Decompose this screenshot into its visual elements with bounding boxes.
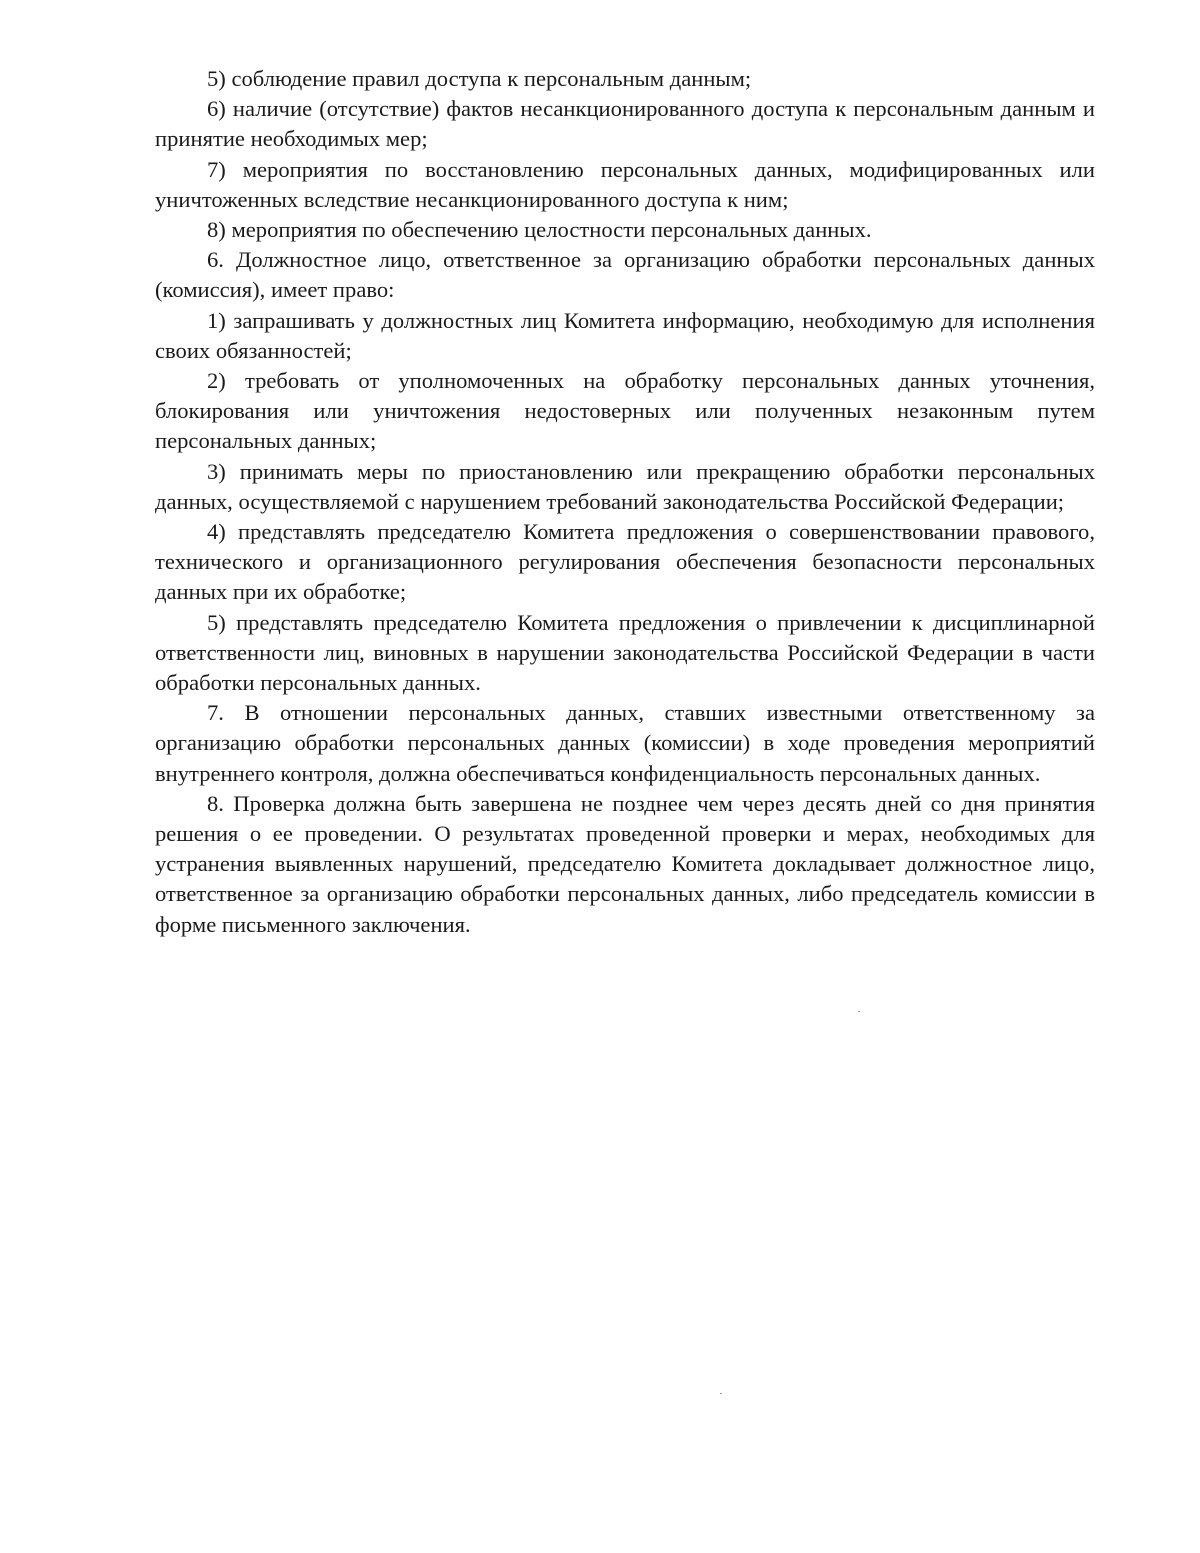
scan-speck [720,1393,722,1394]
scan-speck [858,1011,860,1012]
paragraph-section-7: 7. В отношении персональных данных, ставших известными ответственному за организацию обработки персональных данных (комиссии) в ходе проведения мероприятий внутреннего контроля, должна обеспечиваться конфиденциальность персональных данных. [155,700,1095,786]
document-body [155,64,1095,940]
paragraph-section-8: 8. Проверка должна быть завершена не позднее чем через десять дней со дня принятия решения о ее проведении. О результатах проведенной проверки и мерах, необходимых для устранения выявленных нарушений, председателю Комитета докладывает должностное лицо, ответственное за организацию обработки персональных данных, либо председатель комиссии в форме письменного заключения. [155,790,1095,937]
paragraph-item-7: 7) мероприятия по восстановлению персональных данных, модифицированных или уничтоженных вследствие несанкционированного доступа к ним; [155,156,1095,212]
paragraph-section-6: 6. Должностное лицо, ответственное за организацию обработки персональных данных (комиссия), имеет право: [155,247,1095,303]
paragraph-right-2: 2) требовать от уполномоченных на обработку персональных данных уточнения, блокирования или уничтожения недостоверных или полученных незаконным путем персональных данных; [155,368,1095,454]
paragraph-item-6: 6) наличие (отсутствие) фактов несанкционированного доступа к персональным данным и принятие необходимых мер; [155,96,1095,152]
paragraph-item-5: 5) соблюдение правил доступа к персональным данным; [207,66,752,91]
paragraph-right-5: 5) представлять председателю Комитета предложения о привлечении к дисциплинарной ответственности лиц, виновных в нарушении законодательства Российской Федерации в части обработки персональных данных. [155,609,1095,696]
paragraph-right-4: 4) представлять председателю Комитета предложения о совершенствовании правового, технического и организационного регулирования обеспечения безопасности персональных данных при их обработке; [155,519,1095,605]
paragraph-item-8: 8) мероприятия по обеспечению целостности персональных данных. [207,217,872,243]
paragraph-right-3: 3) принимать меры по приостановлению или прекращению обработки персональных данных, осуществляемой с нарушением требований законодательства Российской Федерации; [155,458,1095,514]
paragraph-right-1: 1) запрашивать у должностных лиц Комитета информацию, необходимую для исполнения своих обязанностей; [155,307,1095,363]
